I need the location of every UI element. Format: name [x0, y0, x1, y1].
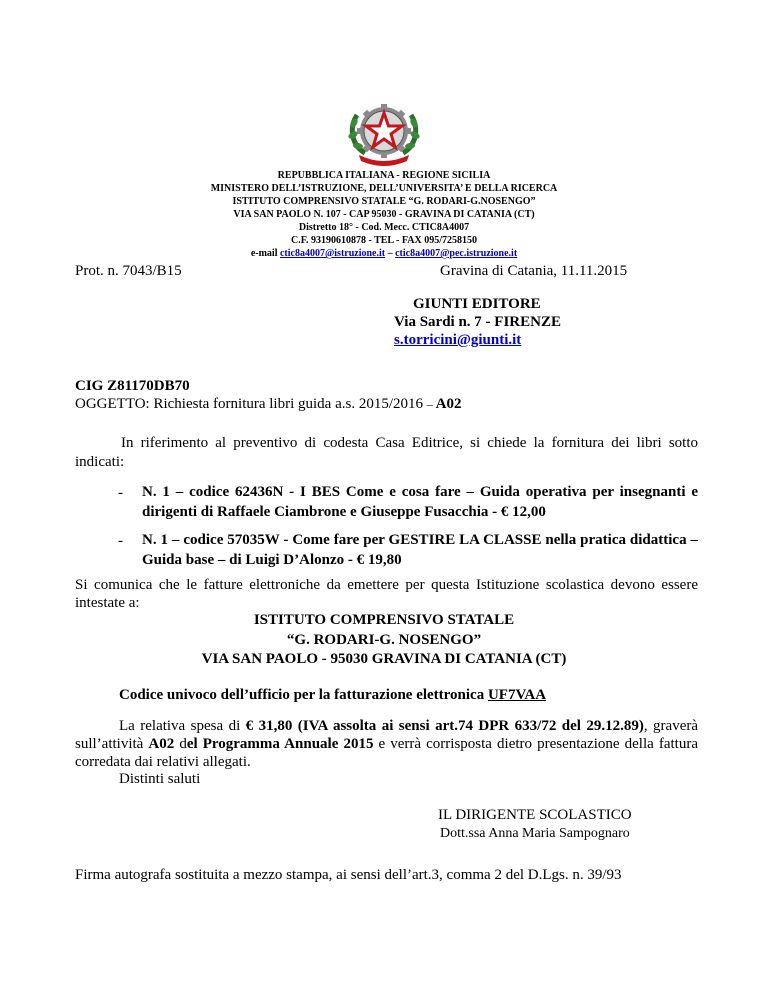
signatory-title: IL DIRIGENTE SCOLASTICO	[438, 807, 632, 823]
book-item-1: N. 1 – codice 62436N - I BES Come e cosa fare – Guida operativa per insegnanti e dirigenti di Raffaele Ciambrone e Giuseppe Fusacchia - € 12,00	[142, 484, 698, 520]
billing-code-value: UF7VAA	[487, 687, 547, 703]
payment-text-3: d	[174, 736, 187, 752]
item-1-dash: -	[118, 485, 123, 501]
italian-republic-emblem	[337, 101, 431, 167]
recipient-address: Via Sardi n. 7 - FIRENZE	[394, 314, 561, 330]
institution-header	[0, 169, 768, 260]
header-line-2: MINISTERO DELL’ISTRUZIONE, DELL’UNIVERSITA’ E DELLA RICERCA	[210, 183, 558, 194]
book-item-2: N. 1 – codice 57035W - Come fare per GESTIRE LA CLASSE nella pratica didattica – Guida base – di Luigi D’Alonzo - € 19,80	[142, 532, 698, 568]
email-separator: –	[385, 248, 396, 259]
signature-note: Firma autografa sostituita a mezzo stampa, ai sensi dell’art.3, comma 2 del D.Lgs. n. 39/93	[75, 867, 622, 883]
email-link-pec[interactable]: ctic8a4007@pec.istruzione.it	[395, 248, 518, 259]
subject-line	[75, 395, 462, 413]
subject-code: A02	[432, 396, 462, 412]
payment-text-2: , graverà sull’attività	[75, 718, 699, 752]
header-email-line	[0, 247, 768, 260]
recipient-email-link[interactable]: s.torricini@giunti.it	[394, 332, 522, 348]
billing-code-line	[119, 686, 546, 704]
payment-amount: € 31,80 (IVA assolta ai sensi art.74 DPR 633/72 del 29.12.89)	[245, 718, 644, 734]
email-label: e-mail	[250, 248, 280, 259]
cig-code: CIG Z81170DB70	[75, 378, 190, 394]
header-line-5: Distretto 18° - Cod. Mecc. CTIC8A4007	[298, 222, 470, 233]
institute-address: VIA SAN PAOLO - 95030 GRAVINA DI CATANIA (CT)	[201, 651, 567, 667]
payment-text-1: La relativa spesa di	[119, 718, 246, 734]
payment-text-4: e verrà corrisposta dietro presentazione della fattura corredata dai relativi allegati.	[75, 736, 699, 770]
subject-dash: –	[426, 397, 433, 411]
header-line-4: VIA SAN PAOLO N. 107 - CAP 95030 - GRAVINA DI CATANIA (CT)	[233, 209, 535, 220]
payment-activity: A02	[148, 736, 175, 752]
item-2-dash: -	[118, 533, 123, 549]
intro-paragraph: In riferimento al preventivo di codesta Casa Editrice, si chiede la fornitura dei libri sotto indicati:	[75, 435, 698, 470]
payment-paragraph	[75, 717, 698, 771]
invoice-note: Si comunica che le fatture elettroniche da emettere per questa Istituzione scolastica devono essere intestate a:	[75, 577, 698, 611]
payment-program: el Programma Annuale 2015	[186, 736, 374, 752]
subject-text: OGGETTO: Richiesta fornitura libri guida a.s. 2015/2016	[75, 396, 427, 412]
institute-name: ISTITUTO COMPRENSIVO STATALE	[253, 612, 515, 628]
header-line-1: REPUBBLICA ITALIANA - REGIONE SICILIA	[277, 170, 491, 181]
institute-schools: “G. RODARI-G. NOSENGO”	[286, 632, 482, 648]
recipient-name: GIUNTI EDITORE	[413, 296, 541, 312]
email-link-istruzione[interactable]: ctic8a4007@istruzione.it	[279, 248, 386, 259]
billing-code-label: Codice univoco dell’ufficio per la fatturazione elettronica	[119, 687, 488, 703]
header-line-6: C.F. 93190610878 - TEL - FAX 095/7258150	[291, 235, 477, 246]
greeting: Distinti saluti	[119, 771, 201, 787]
header-line-3: ISTITUTO COMPRENSIVO STATALE “G. RODARI-G.NOSENGO”	[232, 196, 536, 207]
place-date: Gravina di Catania, 11.11.2015	[440, 263, 628, 279]
protocol-number: Prot. n. 7043/B15	[75, 263, 182, 279]
signatory-name: Dott.ssa Anna Maria Sampognaro	[440, 826, 630, 841]
